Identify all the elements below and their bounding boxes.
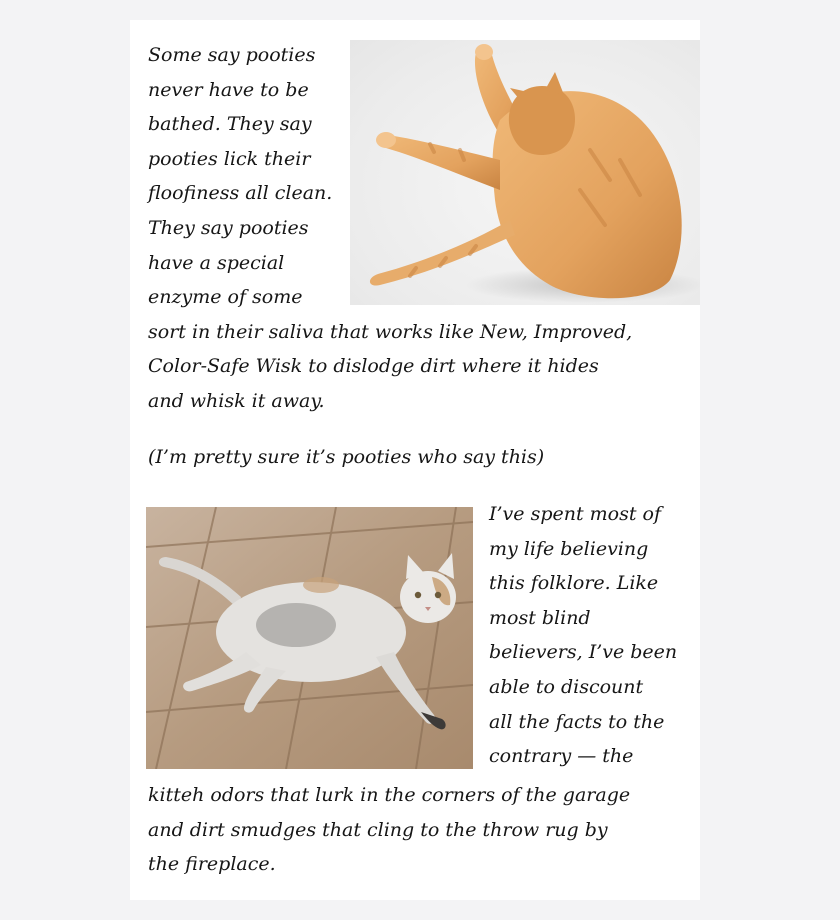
orange-cat-photo	[350, 40, 700, 305]
paragraph-folklore	[489, 497, 677, 774]
white-cat-illustration	[146, 507, 473, 769]
text-line: contrary — the	[489, 745, 634, 768]
text-line: (I’m pretty sure it’s pooties who say this)	[148, 446, 545, 468]
white-cat-photo	[146, 507, 473, 769]
text-line: my life believing	[489, 537, 649, 560]
text-line: enzyme of some	[148, 286, 303, 309]
text-line: most blind	[489, 606, 591, 629]
text-line: the fireplace.	[148, 853, 276, 876]
text-line: Color-Safe Wisk to dislodge dirt where it hides	[148, 355, 599, 378]
text-line: believers, I’ve been	[489, 641, 678, 664]
text-line: They say pooties	[148, 216, 309, 239]
text-line: all the facts to the	[489, 710, 665, 733]
text-line: and whisk it away.	[148, 389, 325, 412]
orange-cat-illustration	[350, 40, 700, 305]
paragraph-aside	[148, 440, 544, 475]
text-line: this folklore. Like	[489, 572, 659, 595]
text-line: kitteh odors that lurk in the corners of the garage	[148, 784, 631, 806]
text-line: pooties lick their	[148, 147, 311, 170]
text-line: floofiness all clean.	[148, 182, 333, 205]
text-line: never have to be	[148, 78, 309, 101]
text-line: bathed. They say	[148, 113, 312, 136]
text-line: and dirt smudges that cling to the throw rug by	[148, 818, 608, 841]
text-line: I’ve spent most of	[489, 503, 661, 525]
text-line: sort in their saliva that works like New, Improved,	[148, 320, 633, 343]
paragraph-odors	[148, 778, 630, 882]
text-line: able to discount	[489, 675, 644, 698]
text-line: Some say pooties	[148, 44, 316, 66]
text-line: have a special	[148, 251, 285, 274]
